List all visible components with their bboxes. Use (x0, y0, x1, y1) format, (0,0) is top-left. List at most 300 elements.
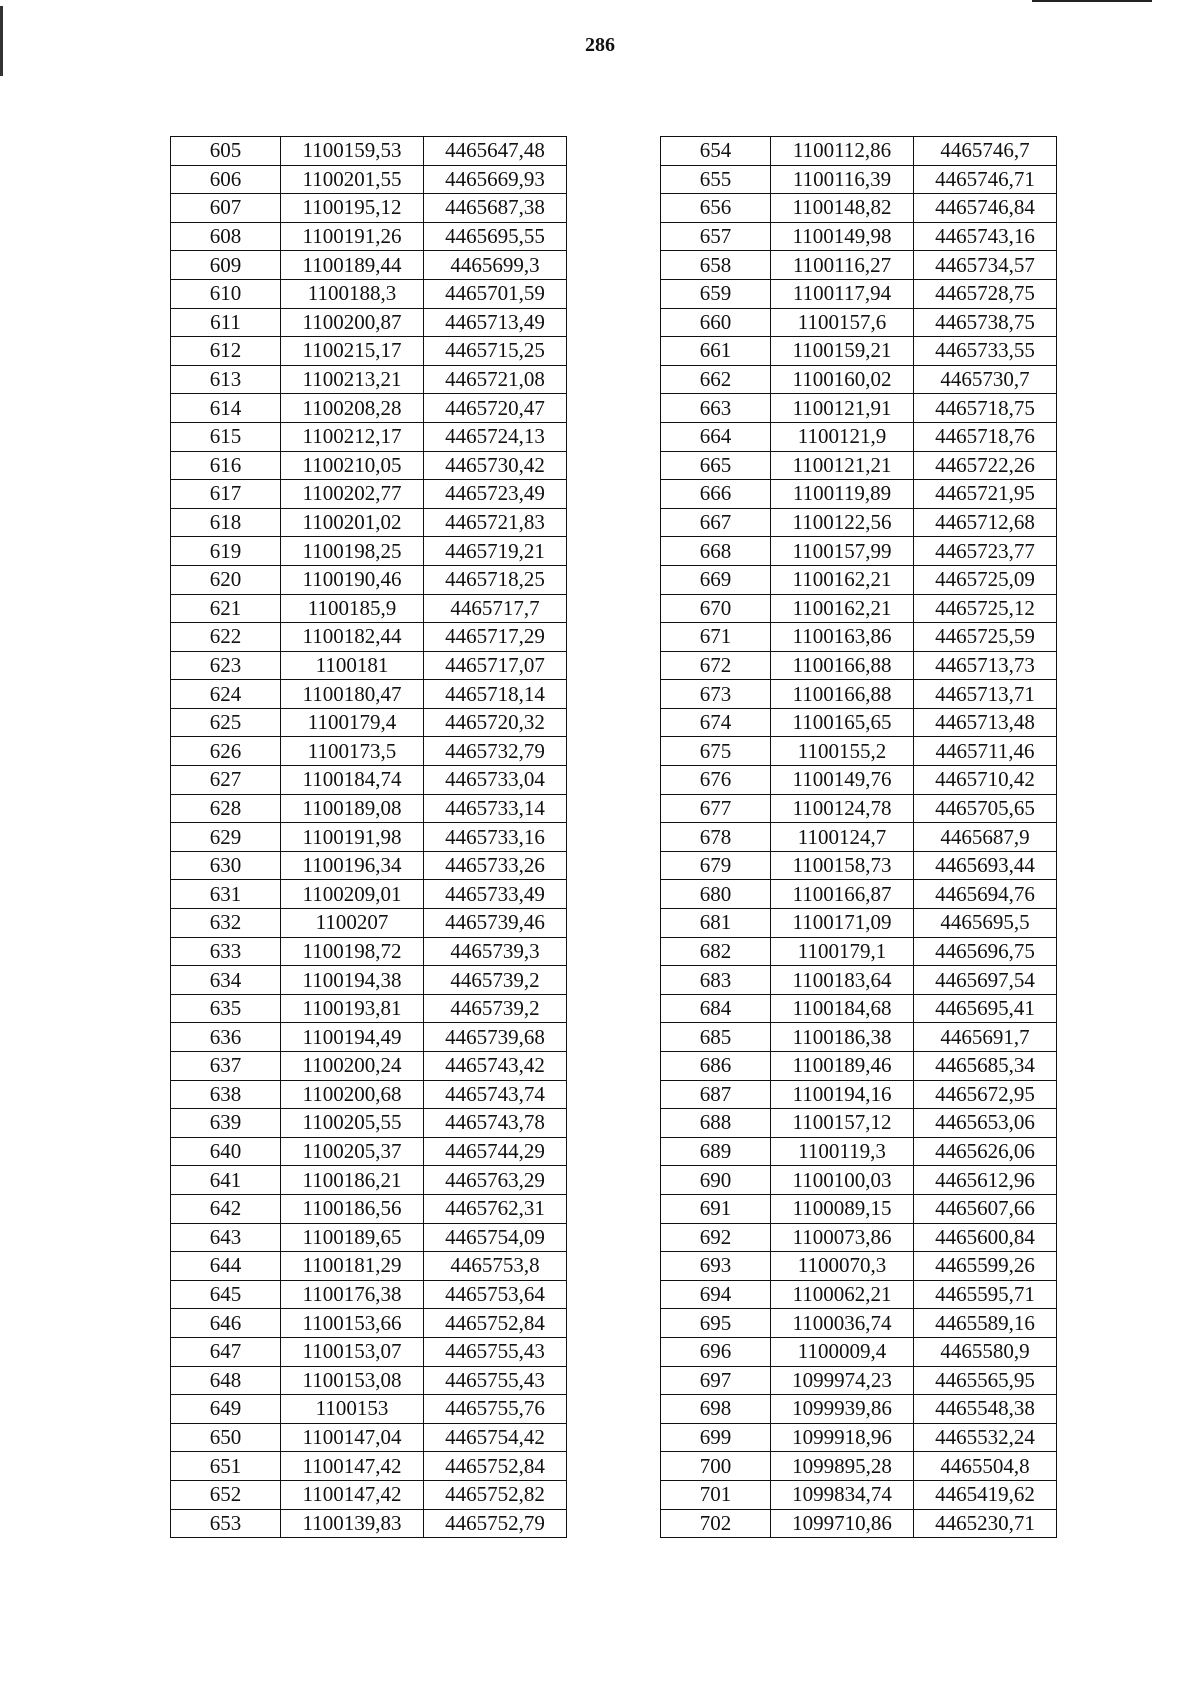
y-coordinate-cell: 4465718,76 (914, 422, 1057, 451)
y-coordinate-cell: 4465725,12 (914, 594, 1057, 623)
x-coordinate-cell: 1100200,24 (281, 1052, 424, 1081)
y-coordinate-cell: 4465720,32 (424, 708, 567, 737)
point-number-cell: 619 (171, 537, 281, 566)
y-coordinate-cell: 4465718,75 (914, 394, 1057, 423)
x-coordinate-cell: 1100180,47 (281, 680, 424, 709)
table-row (171, 1366, 567, 1395)
point-number-cell: 652 (171, 1480, 281, 1509)
y-coordinate-cell: 4465743,74 (424, 1080, 567, 1109)
y-coordinate-cell: 4465743,16 (914, 222, 1057, 251)
x-coordinate-cell: 1100205,55 (281, 1109, 424, 1138)
table-row (171, 966, 567, 995)
x-coordinate-cell: 1100205,37 (281, 1137, 424, 1166)
y-coordinate-cell: 4465762,31 (424, 1194, 567, 1223)
x-coordinate-cell: 1100184,68 (771, 994, 914, 1023)
x-coordinate-cell: 1100165,65 (771, 708, 914, 737)
y-coordinate-cell: 4465600,84 (914, 1223, 1057, 1252)
table-row (171, 308, 567, 337)
x-coordinate-cell: 1100198,72 (281, 937, 424, 966)
point-number-cell: 639 (171, 1109, 281, 1138)
y-coordinate-cell: 4465733,26 (424, 851, 567, 880)
y-coordinate-cell: 4465733,04 (424, 766, 567, 795)
table-row (171, 1052, 567, 1081)
x-coordinate-cell: 1100191,26 (281, 222, 424, 251)
point-number-cell: 635 (171, 994, 281, 1023)
y-coordinate-cell: 4465717,7 (424, 594, 567, 623)
y-coordinate-cell: 4465419,62 (914, 1480, 1057, 1509)
point-number-cell: 697 (661, 1366, 771, 1395)
x-coordinate-cell: 1100166,88 (771, 680, 914, 709)
x-coordinate-cell: 1100181 (281, 651, 424, 680)
table-row (661, 1280, 1057, 1309)
y-coordinate-cell: 4465730,7 (914, 365, 1057, 394)
point-number-cell: 636 (171, 1023, 281, 1052)
y-coordinate-cell: 4465669,93 (424, 165, 567, 194)
y-coordinate-cell: 4465739,46 (424, 909, 567, 938)
table-row (171, 480, 567, 509)
y-coordinate-cell: 4465647,48 (424, 137, 567, 166)
table-row (661, 1137, 1057, 1166)
point-number-cell: 642 (171, 1194, 281, 1223)
point-number-cell: 688 (661, 1109, 771, 1138)
x-coordinate-cell: 1100183,64 (771, 966, 914, 995)
table-row (171, 937, 567, 966)
point-number-cell: 624 (171, 680, 281, 709)
point-number-cell: 641 (171, 1166, 281, 1195)
x-coordinate-cell: 1100149,98 (771, 222, 914, 251)
point-number-cell: 656 (661, 194, 771, 223)
x-coordinate-cell: 1099939,86 (771, 1395, 914, 1424)
x-coordinate-cell: 1100179,4 (281, 708, 424, 737)
point-number-cell: 645 (171, 1280, 281, 1309)
table-row (661, 394, 1057, 423)
table-row (171, 708, 567, 737)
table-row (171, 508, 567, 537)
table-row (171, 422, 567, 451)
x-coordinate-cell: 1100124,78 (771, 794, 914, 823)
x-coordinate-cell: 1100198,25 (281, 537, 424, 566)
y-coordinate-cell: 4465739,2 (424, 966, 567, 995)
table-row (171, 251, 567, 280)
y-coordinate-cell: 4465504,8 (914, 1452, 1057, 1481)
x-coordinate-cell: 1100122,56 (771, 508, 914, 537)
point-number-cell: 649 (171, 1395, 281, 1424)
point-number-cell: 651 (171, 1452, 281, 1481)
y-coordinate-cell: 4465746,84 (914, 194, 1057, 223)
point-number-cell: 691 (661, 1194, 771, 1223)
y-coordinate-cell: 4465722,26 (914, 451, 1057, 480)
point-number-cell: 621 (171, 594, 281, 623)
y-coordinate-cell: 4465687,9 (914, 823, 1057, 852)
y-coordinate-cell: 4465694,76 (914, 880, 1057, 909)
point-number-cell: 610 (171, 279, 281, 308)
x-coordinate-cell: 1100200,68 (281, 1080, 424, 1109)
point-number-cell: 626 (171, 737, 281, 766)
x-coordinate-cell: 1100157,6 (771, 308, 914, 337)
point-number-cell: 620 (171, 565, 281, 594)
point-number-cell: 674 (661, 708, 771, 737)
y-coordinate-cell: 4465626,06 (914, 1137, 1057, 1166)
y-coordinate-cell: 4465733,55 (914, 337, 1057, 366)
x-coordinate-cell: 1100194,49 (281, 1023, 424, 1052)
x-coordinate-cell: 1100184,74 (281, 766, 424, 795)
x-coordinate-cell: 1100009,4 (771, 1337, 914, 1366)
table-row (171, 680, 567, 709)
x-coordinate-cell: 1099834,74 (771, 1480, 914, 1509)
x-coordinate-cell: 1100196,34 (281, 851, 424, 880)
y-coordinate-cell: 4465755,43 (424, 1366, 567, 1395)
table-row (171, 1509, 567, 1538)
point-number-cell: 684 (661, 994, 771, 1023)
table-row (171, 337, 567, 366)
table-row (171, 1166, 567, 1195)
point-number-cell: 609 (171, 251, 281, 280)
table-row (661, 537, 1057, 566)
point-number-cell: 606 (171, 165, 281, 194)
point-number-cell: 689 (661, 1137, 771, 1166)
table-row (661, 937, 1057, 966)
scan-artifact-line (1032, 0, 1152, 2)
point-number-cell: 661 (661, 337, 771, 366)
point-number-cell: 618 (171, 508, 281, 537)
table-row (661, 1452, 1057, 1481)
table-row (661, 851, 1057, 880)
x-coordinate-cell: 1100189,65 (281, 1223, 424, 1252)
point-number-cell: 665 (661, 451, 771, 480)
point-number-cell: 638 (171, 1080, 281, 1109)
table-row (661, 680, 1057, 709)
table-row (171, 1080, 567, 1109)
y-coordinate-cell: 4465752,82 (424, 1480, 567, 1509)
x-coordinate-cell: 1100147,04 (281, 1423, 424, 1452)
x-coordinate-cell: 1100193,81 (281, 994, 424, 1023)
x-coordinate-cell: 1100166,87 (771, 880, 914, 909)
point-number-cell: 614 (171, 394, 281, 423)
x-coordinate-cell: 1100171,09 (771, 909, 914, 938)
x-coordinate-cell: 1100148,82 (771, 194, 914, 223)
y-coordinate-cell: 4465589,16 (914, 1309, 1057, 1338)
point-number-cell: 678 (661, 823, 771, 852)
x-coordinate-cell: 1100207 (281, 909, 424, 938)
point-number-cell: 647 (171, 1337, 281, 1366)
table-row (171, 279, 567, 308)
y-coordinate-cell: 4465744,29 (424, 1137, 567, 1166)
x-coordinate-cell: 1100117,94 (771, 279, 914, 308)
x-coordinate-cell: 1100119,89 (771, 480, 914, 509)
y-coordinate-cell: 4465595,71 (914, 1280, 1057, 1309)
y-coordinate-cell: 4465705,65 (914, 794, 1057, 823)
x-coordinate-cell: 1100116,39 (771, 165, 914, 194)
y-coordinate-cell: 4465720,47 (424, 394, 567, 423)
y-coordinate-cell: 4465752,79 (424, 1509, 567, 1538)
point-number-cell: 700 (661, 1452, 771, 1481)
x-coordinate-cell: 1100188,3 (281, 279, 424, 308)
x-coordinate-cell: 1100162,21 (771, 594, 914, 623)
point-number-cell: 699 (661, 1423, 771, 1452)
table-row (171, 222, 567, 251)
y-coordinate-cell: 4465711,46 (914, 737, 1057, 766)
point-number-cell: 654 (661, 137, 771, 166)
y-coordinate-cell: 4465653,06 (914, 1109, 1057, 1138)
x-coordinate-cell: 1100147,42 (281, 1452, 424, 1481)
table-row (661, 1395, 1057, 1424)
y-coordinate-cell: 4465724,13 (424, 422, 567, 451)
y-coordinate-cell: 4465607,66 (914, 1194, 1057, 1223)
point-number-cell: 658 (661, 251, 771, 280)
table-row (661, 365, 1057, 394)
x-coordinate-cell: 1100186,21 (281, 1166, 424, 1195)
point-number-cell: 683 (661, 966, 771, 995)
table-row (661, 279, 1057, 308)
x-coordinate-cell: 1100176,38 (281, 1280, 424, 1309)
table-row (661, 1223, 1057, 1252)
table-row (171, 594, 567, 623)
x-coordinate-cell: 1100157,99 (771, 537, 914, 566)
y-coordinate-cell: 4465754,09 (424, 1223, 567, 1252)
table-row (171, 737, 567, 766)
y-coordinate-cell: 4465699,3 (424, 251, 567, 280)
point-number-cell: 616 (171, 451, 281, 480)
point-number-cell: 611 (171, 308, 281, 337)
y-coordinate-cell: 4465565,95 (914, 1366, 1057, 1395)
x-coordinate-cell: 1099710,86 (771, 1509, 914, 1538)
point-number-cell: 672 (661, 651, 771, 680)
table-row (661, 337, 1057, 366)
table-row (661, 708, 1057, 737)
table-row (171, 1395, 567, 1424)
point-number-cell: 646 (171, 1309, 281, 1338)
y-coordinate-cell: 4465755,76 (424, 1395, 567, 1424)
point-number-cell: 625 (171, 708, 281, 737)
table-row (661, 1080, 1057, 1109)
y-coordinate-cell: 4465701,59 (424, 279, 567, 308)
x-coordinate-cell: 1100147,42 (281, 1480, 424, 1509)
point-number-cell: 650 (171, 1423, 281, 1452)
x-coordinate-cell: 1100191,98 (281, 823, 424, 852)
point-number-cell: 660 (661, 308, 771, 337)
y-coordinate-cell: 4465755,43 (424, 1337, 567, 1366)
y-coordinate-cell: 4465754,42 (424, 1423, 567, 1452)
table-row (661, 451, 1057, 480)
x-coordinate-cell: 1100121,9 (771, 422, 914, 451)
y-coordinate-cell: 4465599,26 (914, 1252, 1057, 1281)
point-number-cell: 607 (171, 194, 281, 223)
table-row (661, 1194, 1057, 1223)
y-coordinate-cell: 4465695,41 (914, 994, 1057, 1023)
point-number-cell: 685 (661, 1023, 771, 1052)
y-coordinate-cell: 4465697,54 (914, 966, 1057, 995)
table-row (171, 1252, 567, 1281)
x-coordinate-cell: 1100159,53 (281, 137, 424, 166)
table-row (171, 1337, 567, 1366)
y-coordinate-cell: 4465734,57 (914, 251, 1057, 280)
x-coordinate-cell: 1100119,3 (771, 1137, 914, 1166)
table-row (171, 994, 567, 1023)
point-number-cell: 696 (661, 1337, 771, 1366)
y-coordinate-cell: 4465725,09 (914, 565, 1057, 594)
x-coordinate-cell: 1100062,21 (771, 1280, 914, 1309)
y-coordinate-cell: 4465739,3 (424, 937, 567, 966)
point-number-cell: 632 (171, 909, 281, 938)
x-coordinate-cell: 1100201,02 (281, 508, 424, 537)
x-coordinate-cell: 1100149,76 (771, 766, 914, 795)
x-coordinate-cell: 1100200,87 (281, 308, 424, 337)
x-coordinate-cell: 1100121,21 (771, 451, 914, 480)
coordinates-table-left (170, 136, 567, 1538)
point-number-cell: 648 (171, 1366, 281, 1395)
x-coordinate-cell: 1100036,74 (771, 1309, 914, 1338)
point-number-cell: 617 (171, 480, 281, 509)
table-row (171, 1137, 567, 1166)
y-coordinate-cell: 4465713,48 (914, 708, 1057, 737)
x-coordinate-cell: 1100153,66 (281, 1309, 424, 1338)
x-coordinate-cell: 1100100,03 (771, 1166, 914, 1195)
x-coordinate-cell: 1099918,96 (771, 1423, 914, 1452)
table-row (171, 1452, 567, 1481)
point-number-cell: 682 (661, 937, 771, 966)
x-coordinate-cell: 1100208,28 (281, 394, 424, 423)
y-coordinate-cell: 4465719,21 (424, 537, 567, 566)
table-row (171, 1309, 567, 1338)
y-coordinate-cell: 4465723,49 (424, 480, 567, 509)
y-coordinate-cell: 4465739,2 (424, 994, 567, 1023)
x-coordinate-cell: 1100155,2 (771, 737, 914, 766)
y-coordinate-cell: 4465693,44 (914, 851, 1057, 880)
coordinates-table-left-body (171, 137, 567, 1538)
point-number-cell: 653 (171, 1509, 281, 1538)
x-coordinate-cell: 1100089,15 (771, 1194, 914, 1223)
table-row (171, 823, 567, 852)
y-coordinate-cell: 4465752,84 (424, 1309, 567, 1338)
x-coordinate-cell: 1100202,77 (281, 480, 424, 509)
x-coordinate-cell: 1100112,86 (771, 137, 914, 166)
table-row (661, 909, 1057, 938)
point-number-cell: 702 (661, 1509, 771, 1538)
point-number-cell: 631 (171, 880, 281, 909)
y-coordinate-cell: 4465763,29 (424, 1166, 567, 1195)
y-coordinate-cell: 4465739,68 (424, 1023, 567, 1052)
y-coordinate-cell: 4465230,71 (914, 1509, 1057, 1538)
point-number-cell: 675 (661, 737, 771, 766)
point-number-cell: 671 (661, 623, 771, 652)
point-number-cell: 701 (661, 1480, 771, 1509)
x-coordinate-cell: 1100186,38 (771, 1023, 914, 1052)
x-coordinate-cell: 1100182,44 (281, 623, 424, 652)
y-coordinate-cell: 4465718,14 (424, 680, 567, 709)
x-coordinate-cell: 1100116,27 (771, 251, 914, 280)
x-coordinate-cell: 1100195,12 (281, 194, 424, 223)
x-coordinate-cell: 1100160,02 (771, 365, 914, 394)
point-number-cell: 640 (171, 1137, 281, 1166)
point-number-cell: 670 (661, 594, 771, 623)
table-row (661, 508, 1057, 537)
table-row (661, 1480, 1057, 1509)
table-row (171, 651, 567, 680)
x-coordinate-cell: 1100186,56 (281, 1194, 424, 1223)
point-number-cell: 627 (171, 766, 281, 795)
x-coordinate-cell: 1100124,7 (771, 823, 914, 852)
y-coordinate-cell: 4465733,16 (424, 823, 567, 852)
x-coordinate-cell: 1100153,07 (281, 1337, 424, 1366)
point-number-cell: 629 (171, 823, 281, 852)
point-number-cell: 680 (661, 880, 771, 909)
y-coordinate-cell: 4465672,95 (914, 1080, 1057, 1109)
table-row (171, 1480, 567, 1509)
y-coordinate-cell: 4465721,83 (424, 508, 567, 537)
y-coordinate-cell: 4465713,71 (914, 680, 1057, 709)
point-number-cell: 686 (661, 1052, 771, 1081)
table-row (661, 194, 1057, 223)
table-row (661, 165, 1057, 194)
table-row (661, 880, 1057, 909)
table-row (661, 594, 1057, 623)
y-coordinate-cell: 4465696,75 (914, 937, 1057, 966)
y-coordinate-cell: 4465612,96 (914, 1166, 1057, 1195)
y-coordinate-cell: 4465746,7 (914, 137, 1057, 166)
table-row (661, 251, 1057, 280)
point-number-cell: 628 (171, 794, 281, 823)
point-number-cell: 662 (661, 365, 771, 394)
table-row (171, 451, 567, 480)
y-coordinate-cell: 4465746,71 (914, 165, 1057, 194)
point-number-cell: 692 (661, 1223, 771, 1252)
table-row (661, 565, 1057, 594)
y-coordinate-cell: 4465717,07 (424, 651, 567, 680)
x-coordinate-cell: 1100153,08 (281, 1366, 424, 1395)
table-row (171, 365, 567, 394)
x-coordinate-cell: 1100212,17 (281, 422, 424, 451)
y-coordinate-cell: 4465710,42 (914, 766, 1057, 795)
point-number-cell: 634 (171, 966, 281, 995)
table-row (661, 1109, 1057, 1138)
point-number-cell: 679 (661, 851, 771, 880)
point-number-cell: 681 (661, 909, 771, 938)
y-coordinate-cell: 4465717,29 (424, 623, 567, 652)
table-row (661, 1509, 1057, 1538)
y-coordinate-cell: 4465753,8 (424, 1252, 567, 1281)
point-number-cell: 690 (661, 1166, 771, 1195)
x-coordinate-cell: 1100189,08 (281, 794, 424, 823)
y-coordinate-cell: 4465738,75 (914, 308, 1057, 337)
table-row (661, 1166, 1057, 1195)
y-coordinate-cell: 4465695,55 (424, 222, 567, 251)
table-row (661, 823, 1057, 852)
table-row (661, 308, 1057, 337)
x-coordinate-cell: 1100213,21 (281, 365, 424, 394)
x-coordinate-cell: 1100179,1 (771, 937, 914, 966)
point-number-cell: 695 (661, 1309, 771, 1338)
x-coordinate-cell: 1100158,73 (771, 851, 914, 880)
x-coordinate-cell: 1100162,21 (771, 565, 914, 594)
x-coordinate-cell: 1100139,83 (281, 1509, 424, 1538)
table-row (171, 794, 567, 823)
x-coordinate-cell: 1100153 (281, 1395, 424, 1424)
y-coordinate-cell: 4465753,64 (424, 1280, 567, 1309)
x-coordinate-cell: 1100194,16 (771, 1080, 914, 1109)
table-row (171, 851, 567, 880)
y-coordinate-cell: 4465723,77 (914, 537, 1057, 566)
table-row (171, 1280, 567, 1309)
point-number-cell: 673 (661, 680, 771, 709)
table-row (171, 1223, 567, 1252)
y-coordinate-cell: 4465730,42 (424, 451, 567, 480)
point-number-cell: 677 (661, 794, 771, 823)
point-number-cell: 693 (661, 1252, 771, 1281)
point-number-cell: 643 (171, 1223, 281, 1252)
x-coordinate-cell: 1100190,46 (281, 565, 424, 594)
coordinates-table-right (660, 136, 1057, 1538)
y-coordinate-cell: 4465725,59 (914, 623, 1057, 652)
